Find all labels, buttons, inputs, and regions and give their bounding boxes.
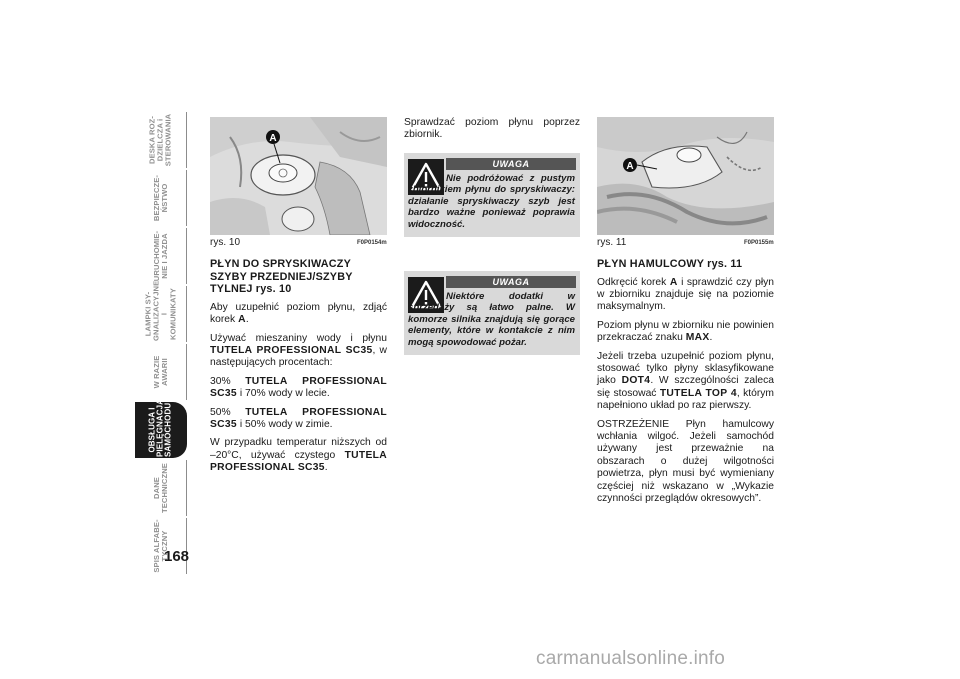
- tab-spis-alfabetyczny[interactable]: SPIS ALFABE- TYCZNY: [135, 518, 187, 574]
- brake-paragraph-2: Poziom płynu w zbiorniku nie powinien przekraczać znaku MAX.: [597, 319, 774, 344]
- figure-11-caption: rys. 11: [597, 237, 627, 248]
- warning-text: Nie podróżować z pustym zbiornikiem płynu do spryskiwaczy: działanie spryskiwaczy szyb jest bardzo ważne ponieważ poprawia widoczność.: [408, 173, 575, 230]
- warning-box-empty-reservoir: [404, 153, 580, 237]
- brake-paragraph-3: Jeżeli trzeba uzupełnić poziom płynu, stosować tylko płyny sklasyfikowane jako DOT4. W szczególności zaleca się stosować TUTELA TOP 4, którym napełniono układ po raz pierwszy.: [597, 350, 774, 412]
- washer-heading: PŁYN DO SPRYSKIWACZY SZYBY PRZEDNIEJ/SZYBY TYLNEJ rys. 10: [210, 258, 353, 296]
- brake-heading: PŁYN HAMULCOWY rys. 11: [597, 258, 743, 270]
- check-fluid-intro: Sprawdzać poziom płynu poprzez zbiornik.: [404, 117, 580, 141]
- figure-10-washer-reservoir: [210, 117, 387, 235]
- figure-11-brake-reservoir: [597, 117, 774, 235]
- warning-box-flammable-additives: [404, 271, 580, 355]
- washer-paragraph-5: W przypadku temperatur niższych od –20°C, używać czystego TUTELA PROFESSIONAL SC35.: [210, 437, 387, 474]
- tab-dane-techniczne[interactable]: DANE TECHNICZNE: [135, 460, 187, 516]
- washer-paragraph-1: Aby uzupełnić poziom płynu, zdjąć korek A.: [210, 301, 387, 326]
- warning-title: UWAGA: [446, 276, 576, 288]
- brake-paragraph-1: Odkręcić korek A i sprawdzić czy płyn w zbiorniku znajduje się na poziomie maksymalnym.: [597, 276, 774, 313]
- tab-lampki-sygnalizacyjne[interactable]: LAMPKI SY- GNALIZACYJNE I KOMUNIKATY: [135, 286, 187, 342]
- figure-10-code: F0P0154m: [357, 240, 387, 246]
- tab-deska-rozdzielcza[interactable]: DESKA ROZ- DZIELCZA i STEROWANIA: [135, 112, 187, 168]
- svg-text:A: A: [626, 161, 634, 172]
- watermark: carmanualsonline.info: [536, 648, 726, 669]
- washer-fluid-section: [210, 258, 387, 481]
- page-number: 168: [164, 548, 190, 565]
- tab-uruchomienie-i-jazda[interactable]: URUCHOMIE- NIE I JAZDA: [135, 228, 187, 284]
- figure-10-caption: rys. 10: [210, 237, 241, 248]
- engine-bay-photo: [210, 117, 387, 235]
- warning-title: UWAGA: [446, 158, 576, 170]
- brake-reservoir-photo: [597, 117, 774, 235]
- svg-text:A: A: [269, 133, 277, 144]
- washer-paragraph-4: 50% TUTELA PROFESSIONAL SC35 i 50% wody w zimie.: [210, 406, 387, 431]
- figure-11-code: F0P0155m: [744, 240, 774, 246]
- tab-obsluga-i-pielegnacja[interactable]: OBSŁUGA I PIELĘGNACJA SAMOCHODU: [135, 402, 187, 458]
- washer-paragraph-3: 30% TUTELA PROFESSIONAL SC35 i 70% wody w lecie.: [210, 375, 387, 400]
- tab-w-razie-awarii[interactable]: W RAZIE AWARII: [135, 344, 187, 400]
- tab-bezpieczenstwo[interactable]: BEZPIECZE- ŃSTWO: [135, 170, 187, 226]
- brake-fluid-section: [597, 258, 774, 512]
- warning-text: Niektóre dodatki w sprzedaży są łatwo palne. W komorze silnika znajdują się gorące elementy, które w kontakcie z nim mogą spowodować pożar.: [408, 291, 575, 348]
- washer-paragraph-2: Używać mieszaniny wody i płynu TUTELA PROFESSIONAL SC35, w następujących procentach:: [210, 332, 387, 369]
- brake-paragraph-4: OSTRZEŻENIE Płyn hamulcowy wchłania wilgoć. Jeżeli samochód używany jest przeważnie na obszarach o dużej wilgotności powietrza, płyn musi być wymieniany częściej niż wskazano w „Wykazie czynności przeglądów okresowych”.: [597, 418, 774, 505]
